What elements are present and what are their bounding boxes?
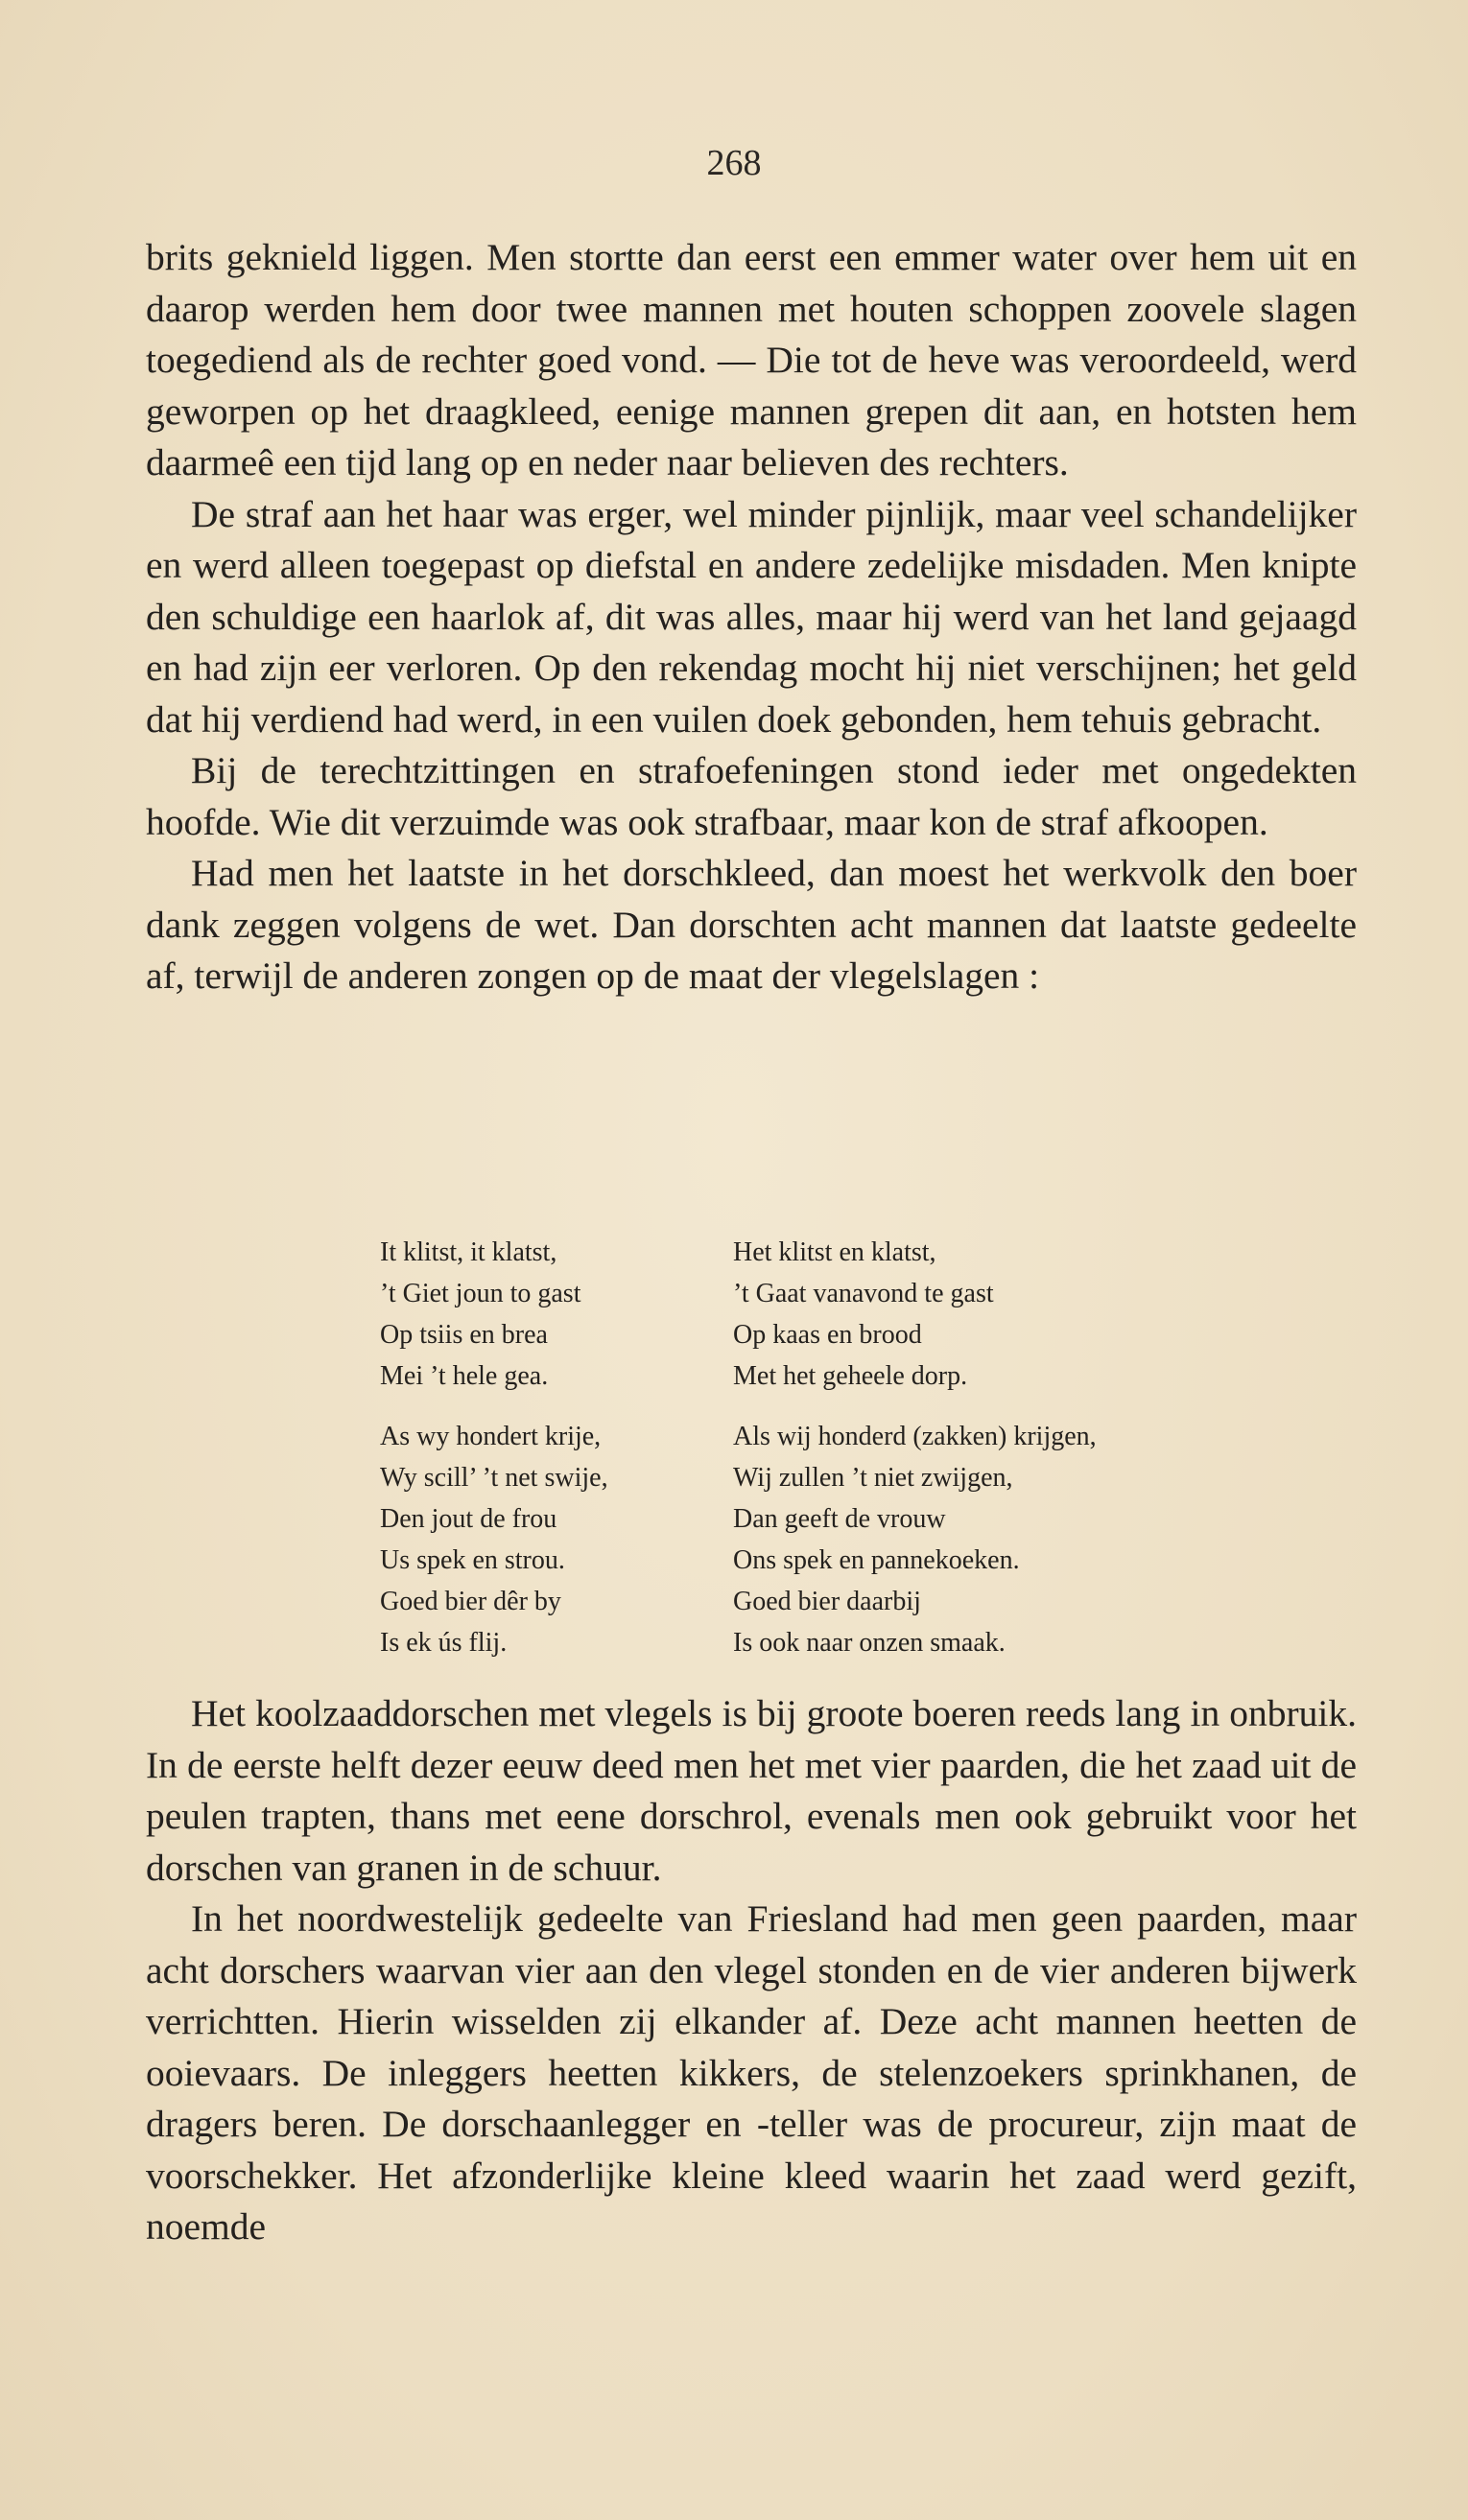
poem-stanza-2 bbox=[380, 1416, 1349, 1663]
frisian-line: Is ek ús flij. bbox=[380, 1628, 508, 1658]
frisian-line: Den jout de frou bbox=[380, 1504, 557, 1534]
dutch-line: Dan geeft de vrouw bbox=[733, 1504, 946, 1534]
dutch-line: Ons spek en pannekoeken. bbox=[733, 1545, 1020, 1575]
dutch-line: Met het geheele dorp. bbox=[733, 1361, 968, 1391]
dutch-line: Als wij honderd (zakken) krijgen, bbox=[733, 1422, 1097, 1451]
dutch-line: Wij zullen ’t niet zwijgen, bbox=[733, 1463, 1013, 1493]
frisian-line: It klitst, it klatst, bbox=[380, 1237, 557, 1267]
closing-text bbox=[146, 1688, 1357, 2253]
frisian-line: Op tsiis en brea bbox=[380, 1320, 548, 1350]
dutch-line: Op kaas en brood bbox=[733, 1320, 922, 1350]
frisian-line: Us spek en strou. bbox=[380, 1545, 565, 1575]
frisian-line: Mei ’t hele gea. bbox=[380, 1361, 549, 1391]
dutch-line: Goed bier daarbij bbox=[733, 1587, 921, 1616]
paragraph: Had men het laatste in het dorschkleed, dan moest het werkvolk den boer dank zeggen volgens de wet. Dan dorschten acht mannen dat laatste gedeelte af, terwijl de anderen zongen op de maat der vlegelslagen : bbox=[146, 852, 1357, 997]
paragraph: De straf aan het haar was erger, wel minder pijnlijk, maar veel schandelijker en werd alleen toegepast op diefstal en andere zedelijke misdaden. Men knipte den schuldige een haarlok af, dit was alles, maar hij werd van het land gejaagd en had zijn eer verloren. Op den rekendag mocht hij niet verschijnen; het geld dat hij verdiend had werd, in een vuilen doek gebonden, hem tehuis gebracht. bbox=[146, 492, 1357, 741]
dutch-line: ’t Gaat vanavond te gast bbox=[733, 1279, 994, 1308]
dutch-line: Is ook naar onzen smaak. bbox=[733, 1628, 1006, 1658]
dutch-line: Het klitst en klatst, bbox=[733, 1237, 936, 1267]
poem-stanza-1 bbox=[380, 1232, 1349, 1397]
paragraph: brits geknield liggen. Men stortte dan eerst een emmer water over hem uit en daarop werden hem door twee mannen met houten schoppen zoovele slagen toegediend als de rechter goed vond. — Die tot de heve was veroordeeld, werd geworpen op het draagkleed, eenige mannen grepen dit aan, en hotsten hem daarmeê een tijd lang op en neder naar believen des rechters. bbox=[146, 236, 1357, 483]
frisian-line: Wy scill’ ’t net swije, bbox=[380, 1463, 608, 1493]
intro-text bbox=[146, 232, 1357, 1002]
frisian-line: As wy hondert krije, bbox=[380, 1422, 602, 1451]
paragraph: In het noordwestelijk gedeelte van Friesland had men geen paarden, maar acht dorschers waarvan vier aan den vlegel stonden en de vier anderen bijwerk verrichtten. Hierin wisselden zij elkander af. Deze acht mannen heetten de ooievaars. De inleggers heetten kikkers, de stelenzoekers sprinkhanen, de dragers beren. De dorschaanlegger en -teller was de procureur, zijn maat de voorschekker. Het afzonderlijke kleine kleed waarin het zaad werd gezift, noemde bbox=[146, 1897, 1357, 2248]
frisian-line: Goed bier dêr by bbox=[380, 1587, 561, 1616]
frisian-line: ’t Giet joun to gast bbox=[380, 1279, 581, 1308]
page-number: 268 bbox=[706, 143, 762, 183]
paragraph: Bij de terechtzittingen en strafoefeningen stond ieder met ongedekten hoofde. Wie dit verzuimde was ook strafbaar, maar kon de straf afkoopen. bbox=[146, 749, 1357, 843]
paragraph: Het koolzaaddorschen met vlegels is bij groote boeren reeds lang in onbruik. In de eerste helft dezer eeuw deed men het met vier paarden, die het zaad uit de peulen trapten, thans met eene dorschrol, evenals men ook gebruikt voor het dorschen van granen in de schuur. bbox=[146, 1692, 1357, 1889]
